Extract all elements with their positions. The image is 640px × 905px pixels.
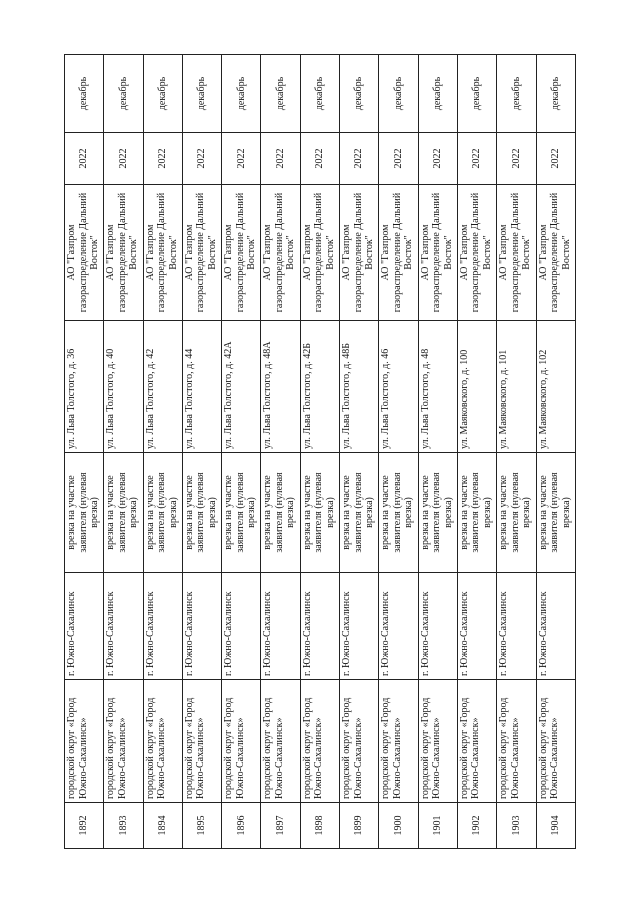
row-number: 1901 bbox=[418, 803, 457, 849]
month-cell: декабрь bbox=[182, 55, 221, 133]
work-type-cell: врезка на участке заявителя (нулевая врезка) bbox=[222, 453, 261, 573]
address-cell: ул. Маяковского, д. 102 bbox=[536, 321, 575, 453]
municipality-cell: городской округ «Город Южно-Сахалинск» bbox=[182, 680, 221, 803]
row-number: 1904 bbox=[536, 803, 575, 849]
municipality-cell: городской округ «Город Южно-Сахалинск» bbox=[222, 680, 261, 803]
year-cell: 2022 bbox=[379, 133, 418, 185]
organization-cell: АО "Газпром газораспределение Дальний Восток" bbox=[65, 185, 104, 321]
work-type-cell: врезка на участке заявителя (нулевая врезка) bbox=[536, 453, 575, 573]
table-row bbox=[182, 55, 221, 849]
gasification-schedule-table bbox=[64, 54, 576, 849]
table-row bbox=[261, 55, 300, 849]
year-cell: 2022 bbox=[261, 133, 300, 185]
month-cell: декабрь bbox=[418, 55, 457, 133]
municipality-cell: городской округ «Город Южно-Сахалинск» bbox=[497, 680, 536, 803]
row-number: 1902 bbox=[457, 803, 496, 849]
settlement-cell: г. Южно-Сахалинск bbox=[536, 573, 575, 680]
organization-cell: АО "Газпром газораспределение Дальний Восток" bbox=[379, 185, 418, 321]
table-row bbox=[457, 55, 496, 849]
month-cell: декабрь bbox=[222, 55, 261, 133]
organization-cell: АО "Газпром газораспределение Дальний Восток" bbox=[497, 185, 536, 321]
address-cell: ул. Маяковского, д. 101 bbox=[497, 321, 536, 453]
year-cell: 2022 bbox=[222, 133, 261, 185]
work-type-cell: врезка на участке заявителя (нулевая врезка) bbox=[418, 453, 457, 573]
table-row bbox=[418, 55, 457, 849]
municipality-cell: городской округ «Город Южно-Сахалинск» bbox=[418, 680, 457, 803]
organization-cell: АО "Газпром газораспределение Дальний Восток" bbox=[457, 185, 496, 321]
organization-cell: АО "Газпром газораспределение Дальний Восток" bbox=[222, 185, 261, 321]
address-cell: ул. Льва Толстого, д. 40 bbox=[104, 321, 143, 453]
table-row bbox=[300, 55, 339, 849]
table-row bbox=[536, 55, 575, 849]
table-row bbox=[497, 55, 536, 849]
table-row bbox=[379, 55, 418, 849]
month-cell: декабрь bbox=[497, 55, 536, 133]
work-type-cell: врезка на участке заявителя (нулевая врезка) bbox=[261, 453, 300, 573]
address-cell: ул. Льва Толстого, д. 48Б bbox=[340, 321, 379, 453]
organization-cell: АО "Газпром газораспределение Дальний Восток" bbox=[300, 185, 339, 321]
municipality-cell: городской округ «Город Южно-Сахалинск» bbox=[457, 680, 496, 803]
settlement-cell: г. Южно-Сахалинск bbox=[379, 573, 418, 680]
month-cell: декабрь bbox=[143, 55, 182, 133]
row-number: 1892 bbox=[65, 803, 104, 849]
municipality-cell: городской округ «Город Южно-Сахалинск» bbox=[340, 680, 379, 803]
row-number: 1903 bbox=[497, 803, 536, 849]
work-type-cell: врезка на участке заявителя (нулевая врезка) bbox=[340, 453, 379, 573]
month-cell: декабрь bbox=[104, 55, 143, 133]
table-row bbox=[340, 55, 379, 849]
settlement-cell: г. Южно-Сахалинск bbox=[261, 573, 300, 680]
municipality-cell: городской округ «Город Южно-Сахалинск» bbox=[300, 680, 339, 803]
settlement-cell: г. Южно-Сахалинск bbox=[300, 573, 339, 680]
row-number: 1900 bbox=[379, 803, 418, 849]
work-type-cell: врезка на участке заявителя (нулевая врезка) bbox=[182, 453, 221, 573]
organization-cell: АО "Газпром газораспределение Дальний Восток" bbox=[182, 185, 221, 321]
municipality-cell: городской округ «Город Южно-Сахалинск» bbox=[65, 680, 104, 803]
municipality-cell: городской округ «Город Южно-Сахалинск» bbox=[379, 680, 418, 803]
settlement-cell: г. Южно-Сахалинск bbox=[182, 573, 221, 680]
row-number: 1897 bbox=[261, 803, 300, 849]
month-cell: декабрь bbox=[261, 55, 300, 133]
year-cell: 2022 bbox=[65, 133, 104, 185]
month-cell: декабрь bbox=[65, 55, 104, 133]
settlement-cell: г. Южно-Сахалинск bbox=[104, 573, 143, 680]
year-cell: 2022 bbox=[300, 133, 339, 185]
municipality-cell: городской округ «Город Южно-Сахалинск» bbox=[261, 680, 300, 803]
month-cell: декабрь bbox=[300, 55, 339, 133]
table-body bbox=[65, 55, 576, 849]
municipality-cell: городской округ «Город Южно-Сахалинск» bbox=[143, 680, 182, 803]
settlement-cell: г. Южно-Сахалинск bbox=[418, 573, 457, 680]
organization-cell: АО "Газпром газораспределение Дальний Восток" bbox=[143, 185, 182, 321]
rotated-table-wrapper bbox=[64, 55, 576, 849]
settlement-cell: г. Южно-Сахалинск bbox=[222, 573, 261, 680]
organization-cell: АО "Газпром газораспределение Дальний Восток" bbox=[536, 185, 575, 321]
work-type-cell: врезка на участке заявителя (нулевая врезка) bbox=[104, 453, 143, 573]
address-cell: ул. Маяковского, д. 100 bbox=[457, 321, 496, 453]
month-cell: декабрь bbox=[340, 55, 379, 133]
table-row bbox=[222, 55, 261, 849]
address-cell: ул. Льва Толстого, д. 48 bbox=[418, 321, 457, 453]
work-type-cell: врезка на участке заявителя (нулевая врезка) bbox=[497, 453, 536, 573]
year-cell: 2022 bbox=[536, 133, 575, 185]
address-cell: ул. Льва Толстого, д. 36 bbox=[65, 321, 104, 453]
address-cell: ул. Льва Толстого, д. 44 bbox=[182, 321, 221, 453]
settlement-cell: г. Южно-Сахалинск bbox=[340, 573, 379, 680]
work-type-cell: врезка на участке заявителя (нулевая врезка) bbox=[65, 453, 104, 573]
year-cell: 2022 bbox=[143, 133, 182, 185]
organization-cell: АО "Газпром газораспределение Дальний Восток" bbox=[104, 185, 143, 321]
row-number: 1894 bbox=[143, 803, 182, 849]
row-number: 1896 bbox=[222, 803, 261, 849]
address-cell: ул. Льва Толстого, д. 42 bbox=[143, 321, 182, 453]
organization-cell: АО "Газпром газораспределение Дальний Восток" bbox=[418, 185, 457, 321]
settlement-cell: г. Южно-Сахалинск bbox=[457, 573, 496, 680]
organization-cell: АО "Газпром газораспределение Дальний Восток" bbox=[261, 185, 300, 321]
settlement-cell: г. Южно-Сахалинск bbox=[143, 573, 182, 680]
month-cell: декабрь bbox=[457, 55, 496, 133]
work-type-cell: врезка на участке заявителя (нулевая врезка) bbox=[143, 453, 182, 573]
address-cell: ул. Льва Толстого, д. 46 bbox=[379, 321, 418, 453]
month-cell: декабрь bbox=[379, 55, 418, 133]
address-cell: ул. Льва Толстого, д. 42А bbox=[222, 321, 261, 453]
row-number: 1895 bbox=[182, 803, 221, 849]
year-cell: 2022 bbox=[418, 133, 457, 185]
year-cell: 2022 bbox=[497, 133, 536, 185]
table-row bbox=[65, 55, 104, 849]
organization-cell: АО "Газпром газораспределение Дальний Восток" bbox=[340, 185, 379, 321]
year-cell: 2022 bbox=[104, 133, 143, 185]
address-cell: ул. Льва Толстого, д. 42Б bbox=[300, 321, 339, 453]
address-cell: ул. Льва Толстого, д. 48А bbox=[261, 321, 300, 453]
year-cell: 2022 bbox=[340, 133, 379, 185]
row-number: 1899 bbox=[340, 803, 379, 849]
month-cell: декабрь bbox=[536, 55, 575, 133]
year-cell: 2022 bbox=[457, 133, 496, 185]
work-type-cell: врезка на участке заявителя (нулевая врезка) bbox=[379, 453, 418, 573]
municipality-cell: городской округ «Город Южно-Сахалинск» bbox=[104, 680, 143, 803]
work-type-cell: врезка на участке заявителя (нулевая врезка) bbox=[300, 453, 339, 573]
settlement-cell: г. Южно-Сахалинск bbox=[65, 573, 104, 680]
row-number: 1893 bbox=[104, 803, 143, 849]
table-row bbox=[104, 55, 143, 849]
settlement-cell: г. Южно-Сахалинск bbox=[497, 573, 536, 680]
table-row bbox=[143, 55, 182, 849]
row-number: 1898 bbox=[300, 803, 339, 849]
work-type-cell: врезка на участке заявителя (нулевая врезка) bbox=[457, 453, 496, 573]
year-cell: 2022 bbox=[182, 133, 221, 185]
municipality-cell: городской округ «Город Южно-Сахалинск» bbox=[536, 680, 575, 803]
